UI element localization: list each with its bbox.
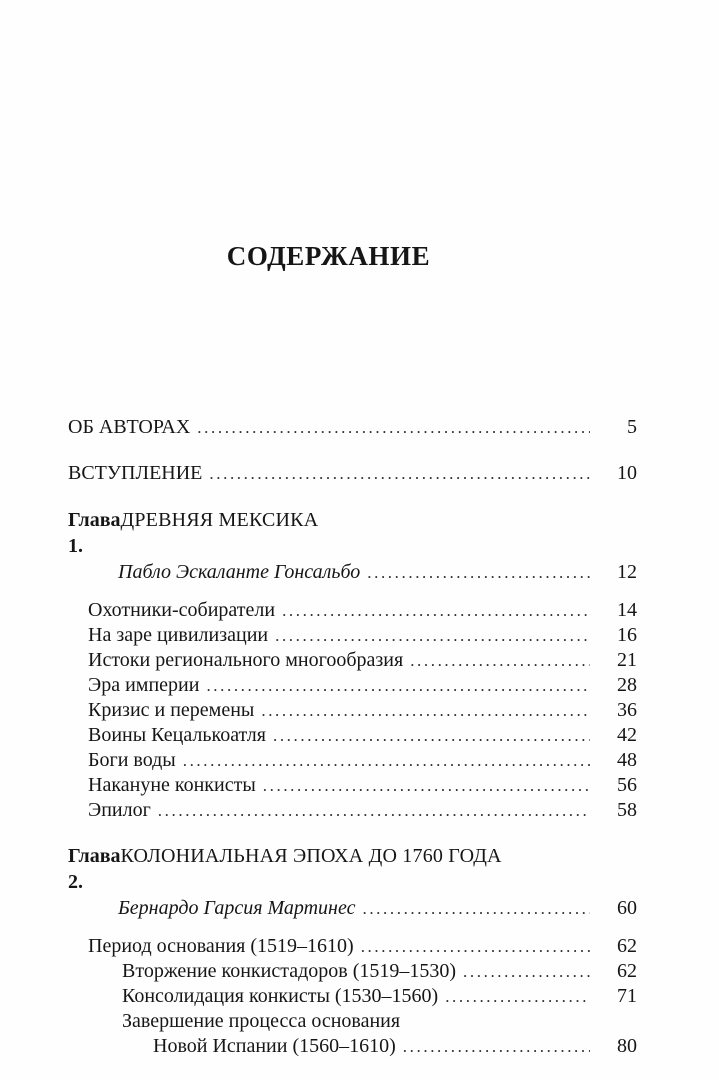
toc-chapter-1: [68, 507, 637, 823]
dot-leader: [361, 934, 590, 959]
toc-entry-title: Завершение процесса основания: [122, 1010, 401, 1032]
page-title: СОДЕРЖАНИЕ: [226, 241, 431, 271]
chapter-page: 12: [617, 561, 637, 583]
table-of-contents: [68, 415, 637, 1059]
toc-entry-title: Воины Кецалькоатля: [88, 724, 266, 746]
toc-entry: [68, 673, 637, 698]
chapter-author: Пабло Эскаланте Гонсальбо: [118, 561, 361, 583]
dot-leader: [197, 415, 590, 440]
toc-entry: [68, 623, 637, 648]
toc-entry-page: 36: [617, 699, 637, 721]
toc-entry-introduction: [68, 461, 637, 486]
toc-entry-page: 5: [627, 416, 637, 438]
chapter-heading: [68, 507, 637, 559]
chapter-author: Бернардо Гарсия Мартинес: [118, 897, 356, 919]
toc-entry: [68, 959, 637, 984]
toc-entry-title: Боги воды: [88, 749, 176, 771]
chapter-1-sections: [68, 598, 637, 823]
dot-leader: [362, 895, 590, 922]
toc-entry-page: 80: [617, 1035, 637, 1057]
toc-entry-page: 62: [617, 935, 637, 957]
toc-entry-page: 42: [617, 724, 637, 746]
toc-entry-title: Новой Испании (1560–1610): [153, 1035, 396, 1057]
toc-entry-page: 21: [617, 649, 637, 671]
chapter-author-row: [68, 895, 637, 922]
chapter-page: 60: [617, 897, 637, 919]
toc-chapter-2: [68, 843, 637, 1059]
toc-entry-title: Вторжение конкистадоров (1519–1530): [122, 960, 457, 982]
toc-entry: [68, 934, 637, 959]
toc-entry-page: 16: [617, 624, 637, 646]
toc-entry-title: Истоки регионального многообразия: [88, 649, 404, 671]
toc-entry: [68, 798, 637, 823]
dot-leader: [209, 461, 590, 486]
toc-entry: [68, 698, 637, 723]
dot-leader: [206, 673, 590, 698]
toc-entry: [68, 723, 637, 748]
toc-entry: [68, 598, 637, 623]
dot-leader: [275, 623, 590, 648]
toc-entry-page: 28: [617, 674, 637, 696]
toc-entry-title: Охотники-собиратели: [88, 599, 276, 621]
dot-leader: [367, 559, 590, 586]
chapter-heading: [68, 843, 637, 895]
toc-entry: [68, 748, 637, 773]
chapter-label: Глава 2.: [68, 845, 121, 893]
dot-leader: [273, 723, 590, 748]
toc-entry-page: 56: [617, 774, 637, 796]
dot-leader: [158, 798, 590, 823]
toc-entry: [68, 984, 637, 1009]
chapter-label: Глава 1.: [68, 509, 121, 557]
dot-leader: [463, 959, 590, 984]
dot-leader: [261, 698, 590, 723]
toc-entry: [68, 773, 637, 798]
dot-leader: [445, 984, 590, 1009]
toc-entry-title: Кризис и перемены: [88, 699, 255, 721]
chapter-title: КОЛОНИАЛЬНАЯ ЭПОХА ДО 1760 ГОДА: [120, 845, 502, 867]
toc-entry-about-authors: [68, 415, 637, 440]
chapter-author-row: [68, 559, 637, 586]
toc-entry-title: ОБ АВТОРАХ: [68, 416, 191, 438]
toc-entry-title: ВСТУПЛЕНИЕ: [68, 462, 203, 484]
toc-entry-title: Эпилог: [88, 799, 151, 821]
chapter-2-sections: [68, 934, 637, 1059]
dot-leader: [410, 648, 590, 673]
dot-leader: [282, 598, 590, 623]
toc-entry-wrapped-second-line: [68, 1034, 637, 1059]
toc-entry-page: 14: [617, 599, 637, 621]
toc-entry-title: Эра империи: [88, 674, 200, 696]
toc-entry-page: 71: [617, 985, 637, 1007]
toc-entry-title: На заре цивилизации: [88, 624, 269, 646]
toc-entry-page: 62: [617, 960, 637, 982]
toc-entry-title: Накануне конкисты: [88, 774, 256, 796]
toc-entry-wrapped-first-line: [68, 1009, 637, 1034]
dot-leader: [403, 1034, 590, 1059]
toc-entry-page: 58: [617, 799, 637, 821]
dot-leader: [183, 748, 590, 773]
toc-entry: [68, 648, 637, 673]
toc-entry-page: 10: [617, 462, 637, 484]
chapter-title: ДРЕВНЯЯ МЕКСИКА: [120, 509, 319, 531]
toc-entry-title: Консолидация конкисты (1530–1560): [122, 985, 439, 1007]
toc-entry-page: 48: [617, 749, 637, 771]
toc-entry-title: Период основания (1519–1610): [88, 935, 354, 957]
dot-leader: [263, 773, 590, 798]
